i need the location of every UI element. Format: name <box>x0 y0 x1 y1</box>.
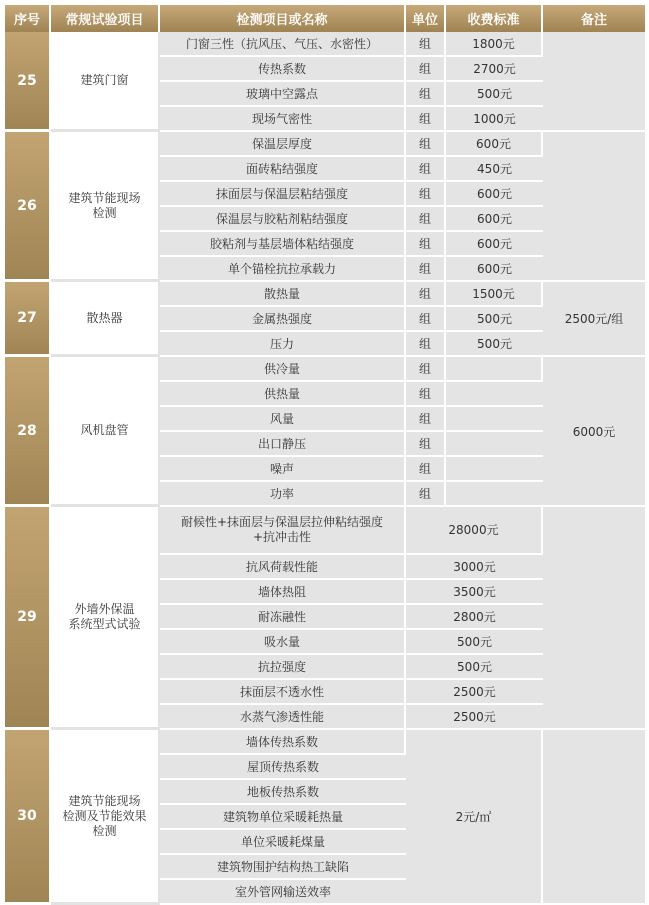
item-name: 屋顶传热系数 <box>160 755 406 780</box>
item-fee: 600元 <box>446 132 543 157</box>
item-fee: 500元 <box>446 82 543 107</box>
header-fee: 收费标准 <box>446 5 543 32</box>
item-name: 吸水量 <box>160 630 406 655</box>
table-row <box>5 507 645 555</box>
group-fee: 2元/㎡ <box>406 730 543 905</box>
item-name: 抗风荷载性能 <box>160 555 406 580</box>
group-category <box>51 507 160 730</box>
item-name: 胶粘剂与基层墙体粘结强度 <box>160 232 406 257</box>
group-category <box>51 32 160 132</box>
item-name: 耐冻融性 <box>160 605 406 630</box>
item-name: 墙体热阻 <box>160 580 406 605</box>
item-name: 抹面层不透水性 <box>160 680 406 705</box>
item-name: 墙体传热系数 <box>160 730 406 755</box>
header-category: 常规试验项目 <box>51 5 160 32</box>
item-name: 散热量 <box>160 282 406 307</box>
item-fee: 500元 <box>446 332 543 357</box>
group-number: 29 <box>5 507 51 730</box>
item-fee: 1000元 <box>446 107 543 132</box>
category-line: 建筑节能现场 <box>68 793 141 808</box>
item-fee <box>446 457 543 482</box>
item-unit: 组 <box>406 207 446 232</box>
item-name: 水蒸气渗透性能 <box>160 705 406 730</box>
item-fee: 2500元 <box>406 705 543 730</box>
header-unit: 单位 <box>406 5 446 32</box>
item-fee: 600元 <box>446 207 543 232</box>
group-category <box>51 282 160 357</box>
category-line: 建筑门窗 <box>80 73 129 87</box>
item-fee: 500元 <box>406 655 543 680</box>
item-fee: 450元 <box>446 157 543 182</box>
item-unit: 组 <box>406 182 446 207</box>
item-name: 压力 <box>160 332 406 357</box>
category-line: 外墙外保温 <box>74 602 135 616</box>
item-fee <box>446 482 543 507</box>
item-name: 传热系数 <box>160 57 406 82</box>
item-unit: 组 <box>406 132 446 157</box>
item-unit: 组 <box>406 282 446 307</box>
category-line: 系统型式试验 <box>68 617 141 631</box>
group-number: 28 <box>5 357 51 507</box>
header-row <box>5 5 645 32</box>
item-unit: 组 <box>406 157 446 182</box>
item-unit: 组 <box>406 257 446 282</box>
item-name: 供冷量 <box>160 357 406 382</box>
category-line: 检测及节能效果 <box>62 808 147 823</box>
item-fee: 2500元 <box>406 680 543 705</box>
item-unit: 组 <box>406 432 446 457</box>
group-number: 26 <box>5 132 51 282</box>
category-line: 散热器 <box>86 310 123 325</box>
item-unit: 组 <box>406 82 446 107</box>
item-name: 保温层与胶粘剂粘结强度 <box>160 207 406 232</box>
table-row <box>5 357 645 382</box>
category-line: 检测 <box>92 205 117 220</box>
item-unit: 组 <box>406 307 446 332</box>
group-remark: 6000元 <box>543 357 645 507</box>
item-name: 室外管网输送效率 <box>160 880 406 905</box>
item-unit: 组 <box>406 32 446 57</box>
item-fee: 1800元 <box>446 32 543 57</box>
item-unit: 组 <box>406 232 446 257</box>
group-remark <box>543 730 645 905</box>
item-fee: 500元 <box>406 630 543 655</box>
group-remark <box>543 32 645 132</box>
item-fee <box>446 382 543 407</box>
item-name: 风量 <box>160 407 406 432</box>
item-fee: 3000元 <box>406 555 543 580</box>
item-fee <box>446 407 543 432</box>
item-unit: 组 <box>406 107 446 132</box>
item-unit: 组 <box>406 332 446 357</box>
item-fee <box>446 357 543 382</box>
item-name: 金属热强度 <box>160 307 406 332</box>
fee-table-container <box>5 5 645 905</box>
group-category <box>51 132 160 282</box>
item-fee: 28000元 <box>406 507 543 555</box>
item-unit: 组 <box>406 357 446 382</box>
group-category <box>51 357 160 507</box>
category-line: 检测 <box>92 823 117 838</box>
item-name: 建筑物围护结构热工缺陷 <box>160 855 406 880</box>
group-number: 30 <box>5 730 51 905</box>
group-remark <box>543 132 645 282</box>
group-remark <box>543 507 645 730</box>
item-name: 面砖粘结强度 <box>160 157 406 182</box>
item-name: 抹面层与保温层粘结强度 <box>160 182 406 207</box>
item-name: 抗拉强度 <box>160 655 406 680</box>
item-unit: 组 <box>406 382 446 407</box>
item-unit: 组 <box>406 482 446 507</box>
item-name: 保温层厚度 <box>160 132 406 157</box>
item-fee: 2700元 <box>446 57 543 82</box>
table-row <box>5 132 645 157</box>
table-row <box>5 32 645 57</box>
item-name-line: 耐候性+抹面层与保温层拉伸粘结强度 <box>180 515 384 529</box>
item-unit: 组 <box>406 407 446 432</box>
item-fee <box>446 432 543 457</box>
item-name: 供热量 <box>160 382 406 407</box>
item-name: 噪声 <box>160 457 406 482</box>
table-row <box>5 730 645 755</box>
item-fee: 3500元 <box>406 580 543 605</box>
item-name: 单个锚栓抗拉承载力 <box>160 257 406 282</box>
item-name: 现场气密性 <box>160 107 406 132</box>
item-name <box>160 507 406 555</box>
header-item: 检测项目或名称 <box>160 5 406 32</box>
item-name: 建筑物单位采暖耗热量 <box>160 805 406 830</box>
group-remark: 2500元/组 <box>543 282 645 357</box>
item-name: 出口静压 <box>160 432 406 457</box>
item-name: 门窗三性（抗风压、气压、水密性） <box>160 32 406 57</box>
table-row <box>5 282 645 307</box>
header-remark: 备注 <box>580 13 607 28</box>
item-fee: 600元 <box>446 257 543 282</box>
item-unit: 组 <box>406 457 446 482</box>
item-fee: 600元 <box>446 182 543 207</box>
category-line: 风机盘管 <box>80 423 129 437</box>
item-name-line: +抗冲击性 <box>252 530 312 544</box>
item-name: 单位采暖耗煤量 <box>160 830 406 855</box>
item-fee: 500元 <box>446 307 543 332</box>
item-fee: 2800元 <box>406 605 543 630</box>
category-line: 建筑节能现场 <box>68 190 141 205</box>
item-name: 玻璃中空露点 <box>160 82 406 107</box>
header-no: 序号 <box>5 5 51 32</box>
item-unit: 组 <box>406 57 446 82</box>
item-name: 功率 <box>160 482 406 507</box>
group-number: 25 <box>5 32 51 132</box>
fee-table <box>5 5 645 905</box>
group-category <box>51 730 160 905</box>
item-fee: 600元 <box>446 232 543 257</box>
group-number: 27 <box>5 282 51 357</box>
item-fee: 1500元 <box>446 282 543 307</box>
item-name: 地板传热系数 <box>160 780 406 805</box>
